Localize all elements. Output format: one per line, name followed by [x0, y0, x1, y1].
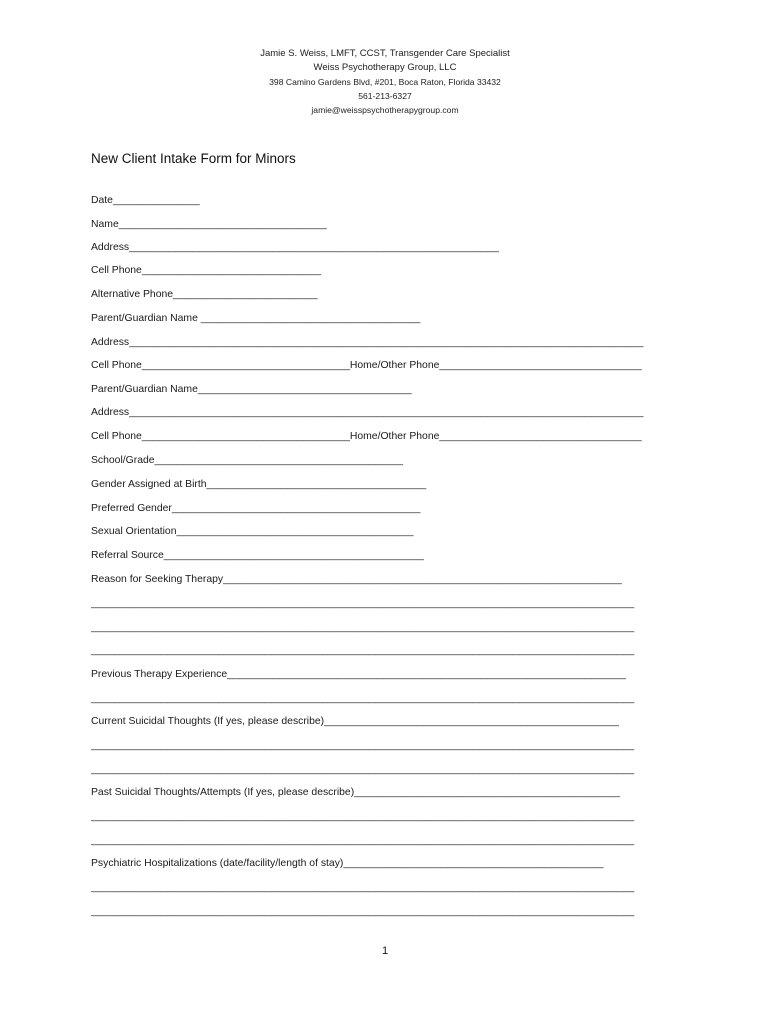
- blank-line: ______________________________________________________________________________________________: [91, 906, 635, 917]
- field-date: Date_______________: [91, 195, 200, 206]
- field-address: Address________________________________________________________________: [91, 242, 499, 253]
- blank-line: ______________________________________________________________________________________________: [91, 811, 635, 822]
- blank-line: ______________________________________________________________________________________________: [91, 693, 635, 704]
- field-parent-address-2: Address_________________________________________________________________________________________: [91, 407, 644, 418]
- letterhead-address: 398 Camino Gardens Blvd, #201, Boca Raton, Florida 33432: [269, 77, 501, 87]
- blank-line: ______________________________________________________________________________________________: [91, 622, 635, 633]
- blank-line: ______________________________________________________________________________________________: [91, 740, 635, 751]
- letterhead: [0, 47, 770, 117]
- form-title: New Client Intake Form for Minors: [91, 151, 296, 166]
- field-parent-guardian-name: Parent/Guardian Name ______________________________________: [91, 313, 421, 324]
- field-name: Name____________________________________: [91, 219, 327, 230]
- letterhead-name: Jamie S. Weiss, LMFT, CCST, Transgender Care Specialist: [260, 48, 510, 59]
- field-gender-assigned: Gender Assigned at Birth______________________________________: [91, 479, 427, 490]
- field-preferred-gender: Preferred Gender___________________________________________: [91, 503, 421, 514]
- field-school-grade: School/Grade___________________________________________: [91, 455, 404, 466]
- field-referral-source: Referral Source_____________________________________________: [91, 550, 424, 561]
- blank-line: ______________________________________________________________________________________________: [91, 645, 635, 656]
- field-cell-phone: Cell Phone_______________________________: [91, 265, 321, 276]
- field-previous-therapy: Previous Therapy Experience_____________________________________________________________________: [91, 669, 626, 680]
- field-parent-guardian-name-2: Parent/Guardian Name_____________________________________: [91, 384, 412, 395]
- blank-line: ______________________________________________________________________________________________: [91, 598, 635, 609]
- field-parent-address: Address_________________________________________________________________________________________: [91, 337, 644, 348]
- field-parent-phones: Cell Phone____________________________________Home/Other Phone___________________________________: [91, 360, 642, 371]
- field-parent-phones-2: Cell Phone____________________________________Home/Other Phone___________________________________: [91, 431, 642, 442]
- field-alternative-phone: Alternative Phone_________________________: [91, 289, 318, 300]
- field-sexual-orientation: Sexual Orientation_________________________________________: [91, 526, 414, 537]
- letterhead-practice: Weiss Psychotherapy Group, LLC: [313, 62, 457, 73]
- blank-line: ______________________________________________________________________________________________: [91, 835, 635, 846]
- page-number: 1: [381, 945, 389, 957]
- field-psychiatric-hospitalizations: Psychiatric Hospitalizations (date/facility/length of stay)_____________________________________________: [91, 858, 604, 869]
- field-reason-therapy: Reason for Seeking Therapy_____________________________________________________________________: [91, 574, 622, 585]
- blank-line: ______________________________________________________________________________________________: [91, 882, 635, 893]
- blank-line: ______________________________________________________________________________________________: [91, 764, 635, 775]
- field-past-suicidal: Past Suicidal Thoughts/Attempts (If yes, please describe)______________________________________________: [91, 787, 620, 798]
- letterhead-phone: 561-213-6327: [358, 91, 412, 101]
- letterhead-email: jamie@weisspsychotherapygroup.com: [311, 105, 459, 115]
- field-current-suicidal: Current Suicidal Thoughts (If yes, please describe)___________________________________________________: [91, 716, 619, 727]
